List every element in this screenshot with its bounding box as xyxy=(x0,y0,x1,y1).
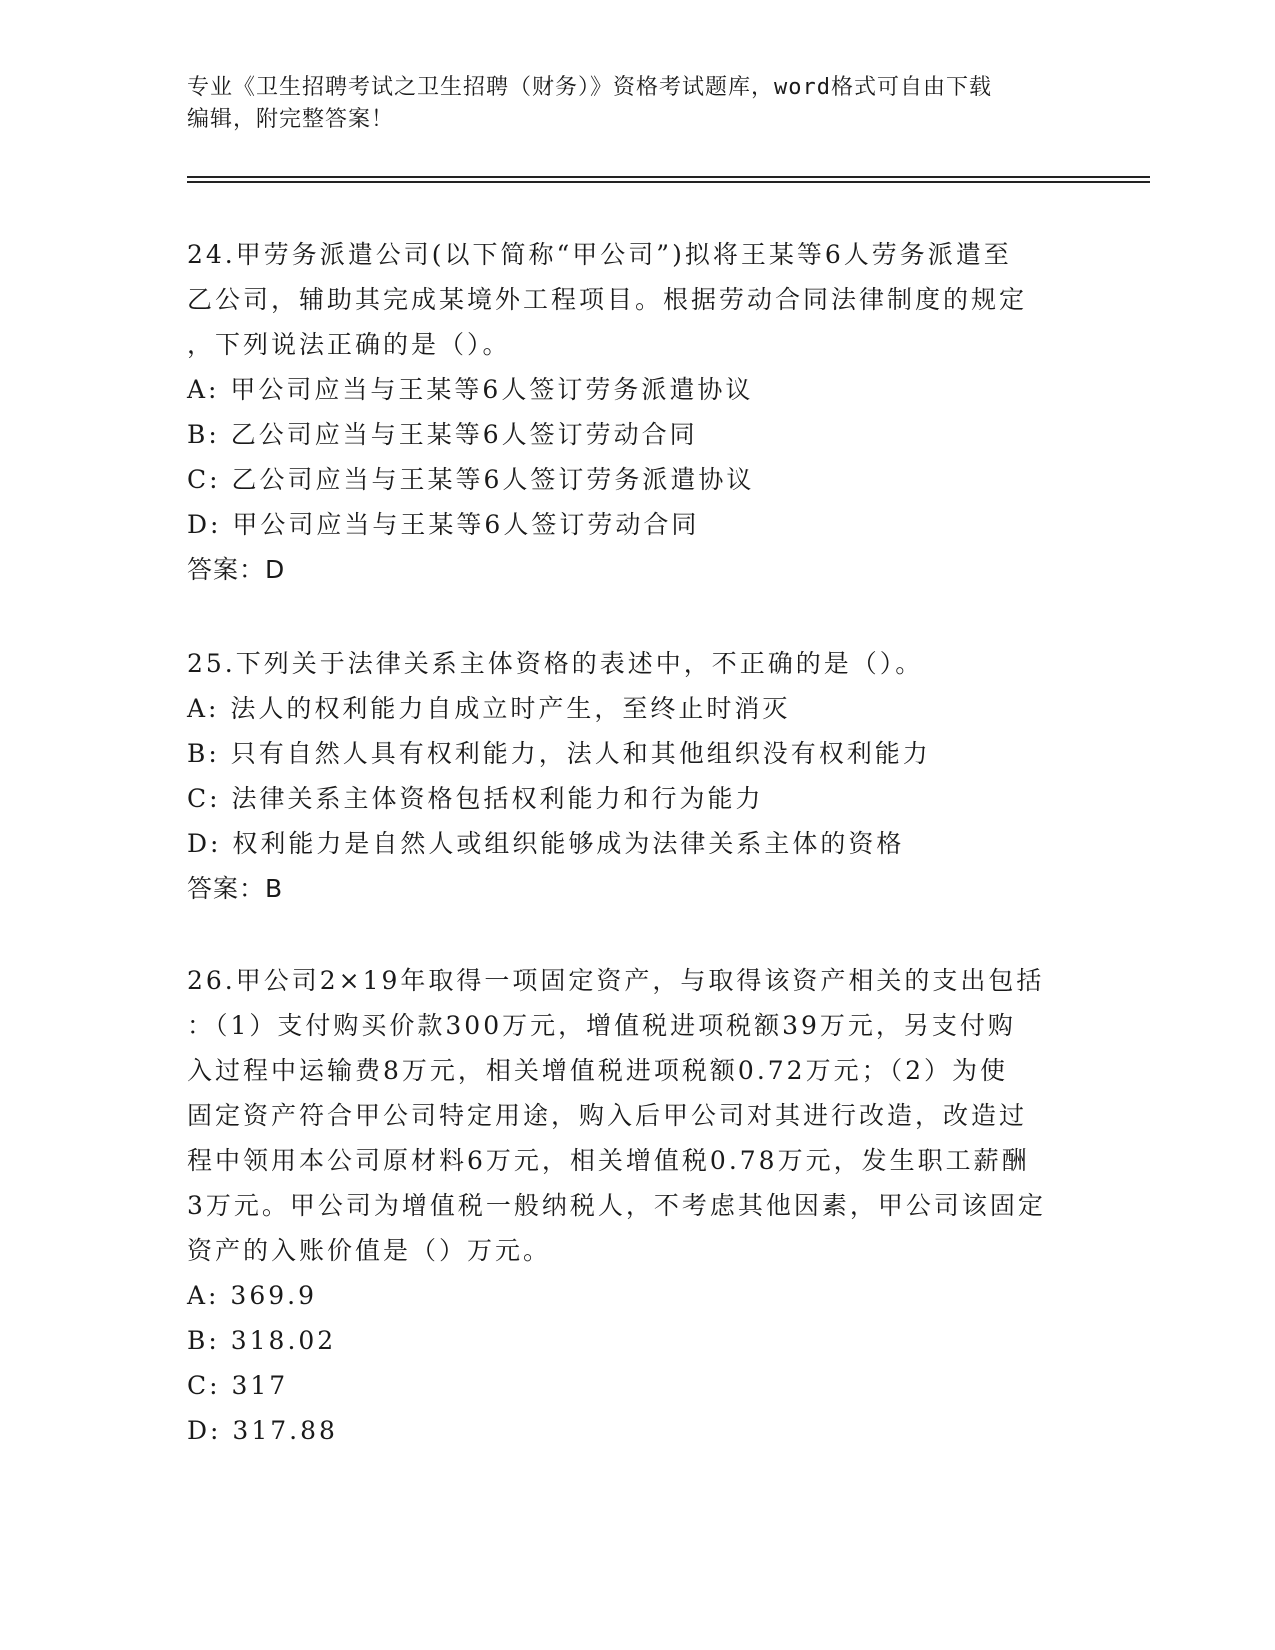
question-stem xyxy=(187,958,1087,1273)
option-a: A: 369.9 xyxy=(187,1281,317,1310)
question-26 xyxy=(187,958,1087,1453)
option-c: C: 法律关系主体资格包括权利能力和行为能力 xyxy=(187,784,764,813)
stem-line: 乙公司，辅助其完成某境外工程项目。根据劳动合同法律制度的规定 xyxy=(187,285,1028,314)
header-divider-top xyxy=(187,176,1150,178)
stem-line: 3万元。甲公司为增值税一般纳税人，不考虑其他因素，甲公司该固定 xyxy=(187,1191,1046,1220)
option-c: C: 317 xyxy=(187,1371,289,1400)
header-line-1: 专业《卫生招聘考试之卫生招聘（财务）》资格考试题库，word格式可自由下载 xyxy=(187,75,992,100)
stem-line: 资产的入账价值是（）万元。 xyxy=(187,1236,552,1265)
stem-line: ，下列说法正确的是（）。 xyxy=(187,330,511,359)
option-a: A: 甲公司应当与王某等6人签订劳务派遣协议 xyxy=(187,375,754,404)
question-25 xyxy=(187,641,1087,911)
option-c: C: 乙公司应当与王某等6人签订劳务派遣协议 xyxy=(187,465,755,494)
header-divider-bottom xyxy=(187,181,1150,183)
document-header xyxy=(187,72,1067,136)
option-b: B: 318.02 xyxy=(187,1326,337,1355)
stem-line: 程中领用本公司原材料6万元，相关增值税0.78万元，发生职工薪酬 xyxy=(187,1146,1030,1175)
header-line-2: 编辑，附完整答案！ xyxy=(187,107,395,132)
answer-line: 答案：D xyxy=(187,555,286,584)
question-24 xyxy=(187,232,1087,592)
question-stem xyxy=(187,641,1087,686)
option-b: B: 只有自然人具有权利能力，法人和其他组织没有权利能力 xyxy=(187,739,931,768)
stem-line: 24.甲劳务派遣公司(以下简称“甲公司”)拟将王某等6人劳务派遣至 xyxy=(187,240,1012,269)
stem-line: 入过程中运输费8万元，相关增值税进项税额0.72万元；（2）为使 xyxy=(187,1056,1008,1085)
stem-line: ：（1）支付购买价款300万元，增值税进项税额39万元，另支付购 xyxy=(187,1011,1016,1040)
option-d: D: 权利能力是自然人或组织能够成为法律关系主体的资格 xyxy=(187,829,905,858)
option-a: A: 法人的权利能力自成立时产生，至终止时消灭 xyxy=(187,694,791,723)
option-d: D: 甲公司应当与王某等6人签订劳动合同 xyxy=(187,510,700,539)
stem-line: 25.下列关于法律关系主体资格的表述中，不正确的是（）。 xyxy=(187,649,924,678)
answer-line: 答案：B xyxy=(187,874,284,903)
option-d: D: 317.88 xyxy=(187,1416,338,1445)
stem-line: 26.甲公司2×19年取得一项固定资产，与取得该资产相关的支出包括 xyxy=(187,966,1045,995)
stem-line: 固定资产符合甲公司特定用途，购入后甲公司对其进行改造，改造过 xyxy=(187,1101,1028,1130)
question-stem xyxy=(187,232,1087,367)
option-b: B: 乙公司应当与王某等6人签订劳动合同 xyxy=(187,420,698,449)
